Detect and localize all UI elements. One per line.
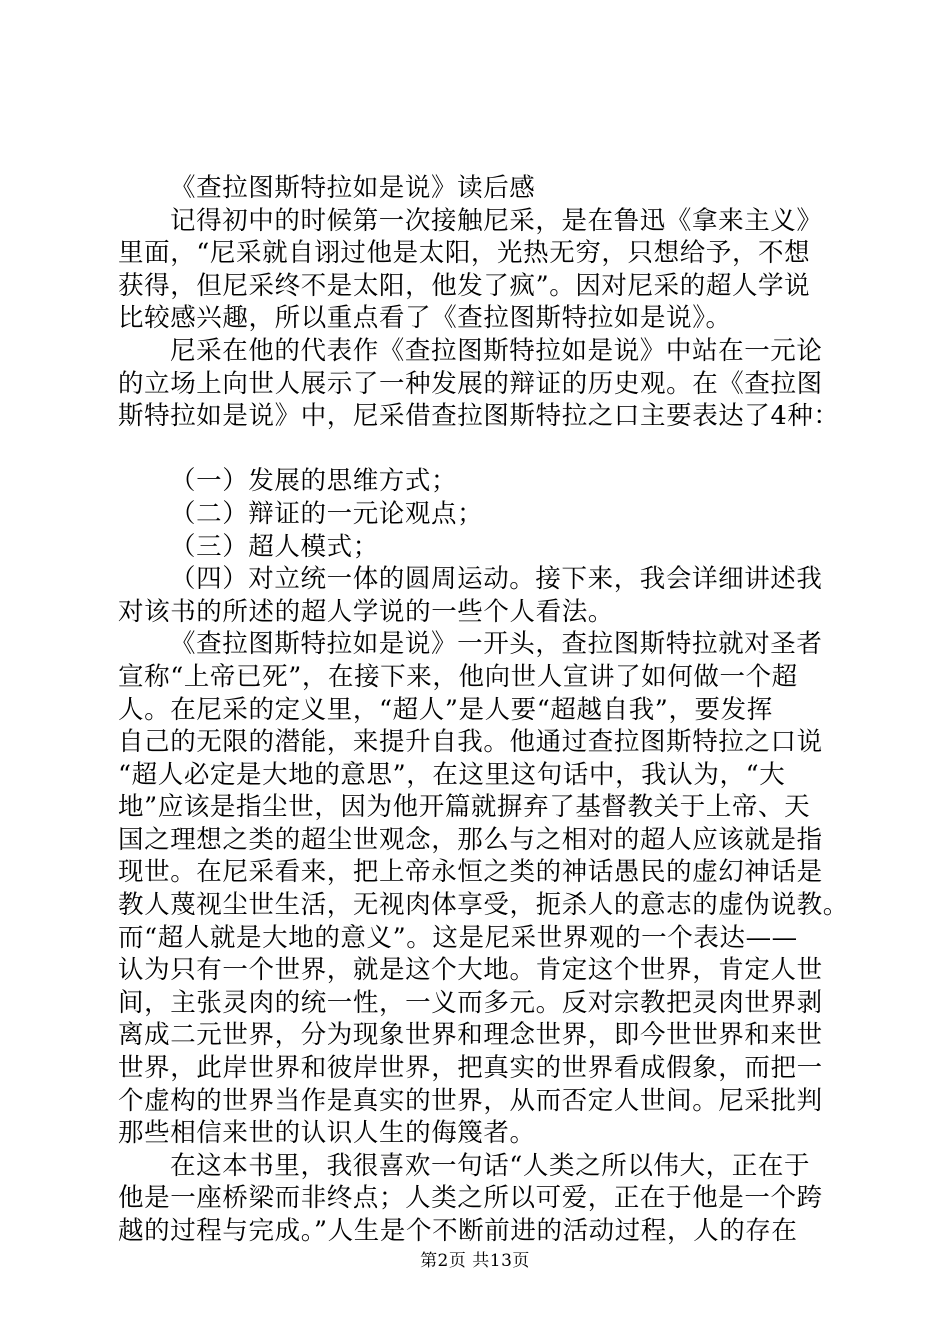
text-line: 斯特拉如是说》中，尼采借查拉图斯特拉之口主要表达了4种： (118, 401, 840, 432)
text-line: 认为只有一个世界，就是这个大地。肯定这个世界，肯定人世 (118, 955, 823, 986)
text-line: 越的过程与完成。”人生是个不断前进的活动过程，人的存在 (118, 1216, 798, 1246)
text-line: 宣称“上帝已死”，在接下来，他向世人宣讲了如何做一个超 (118, 661, 798, 692)
text-line: “超人必定是大地的意思”，在这里这句话中，我认为，“大 (118, 759, 786, 790)
text-line: 在这本书里，我很喜欢一句话“人类之所以伟大，正在于 (170, 1150, 811, 1181)
text-line: 那些相信来世的认识人生的侮篾者。 (118, 1118, 536, 1149)
text-line: 世界，此岸世界和彼岸世界，把真实的世界看成假象，而把一 (118, 1053, 823, 1084)
text-line: （一）发展的思维方式； (170, 466, 458, 497)
text-line: 对该书的所述的超人学说的一些个人看法。 (118, 596, 614, 627)
text-line: 间，主张灵肉的统一性，一义而多元。反对宗教把灵肉世界剥 (118, 987, 823, 1018)
document-title: 《查拉图斯特拉如是说》读后感 (170, 173, 536, 203)
text-line: 获得，但尼采终不是太阳，他发了疯”。因对尼采的超人学说 (118, 270, 811, 301)
text-line: 《查拉图斯特拉如是说》一开头，查拉图斯特拉就对圣者 (170, 629, 823, 660)
text-line: 而“超人就是大地的意义”。这是尼采世界观的一个表达—— (118, 922, 798, 953)
blank-line (118, 433, 834, 466)
text-line: 他是一座桥梁而非终点；人类之所以可爱，正在于他是一个跨 (118, 1183, 823, 1214)
text-line: 人。在尼采的定义里，“超人”是人要“超越自我”，要发挥 (118, 694, 773, 725)
text-line: 国之理想之类的超尘世观念，那么与之相对的超人应该就是指 (118, 824, 823, 855)
text-line: 离成二元世界，分为现象世界和理念世界，即今世世界和来世 (118, 1020, 823, 1051)
document-lines (118, 205, 849, 1248)
text-line: 自己的无限的潜能，来提升自我。他通过查拉图斯特拉之口说 (118, 727, 823, 758)
text-line: 地”应该是指尘世，因为他开篇就摒弃了基督教关于上帝、天 (118, 792, 811, 823)
page-footer: 第2页 共13页 (420, 1251, 530, 1271)
text-line: 尼采在他的代表作《查拉图斯特拉如是说》中站在一元论 (170, 335, 823, 366)
text-line: （二）辩证的一元论观点； (170, 498, 484, 529)
document-body (118, 172, 849, 1248)
text-line: 教人蔑视尘世生活，无视肉体享受，扼杀人的意志的虚伪说教。 (118, 890, 849, 921)
text-line: 现世。在尼采看来，把上帝永恒之类的神话愚民的虚幻神话是 (118, 857, 823, 888)
text-line: 里面，“尼采就自诩过他是太阳，光热无穷，只想给予，不想 (118, 238, 811, 269)
text-line: 比较感兴趣，所以重点看了《查拉图斯特拉如是说》。 (118, 303, 732, 334)
text-line: （四）对立统一体的圆周运动。接下来，我会详细讲述我 (170, 564, 823, 595)
text-line: 记得初中的时候第一次接触尼采，是在鲁迅《拿来主义》 (170, 205, 823, 236)
text-line: 个虚构的世界当作是真实的世界，从而否定人世间。尼采批判 (118, 1085, 823, 1116)
text-line: 的立场上向世人展示了一种发展的辩证的历史观。在《查拉图 (118, 368, 823, 399)
text-line: （三）超人模式； (170, 531, 379, 562)
